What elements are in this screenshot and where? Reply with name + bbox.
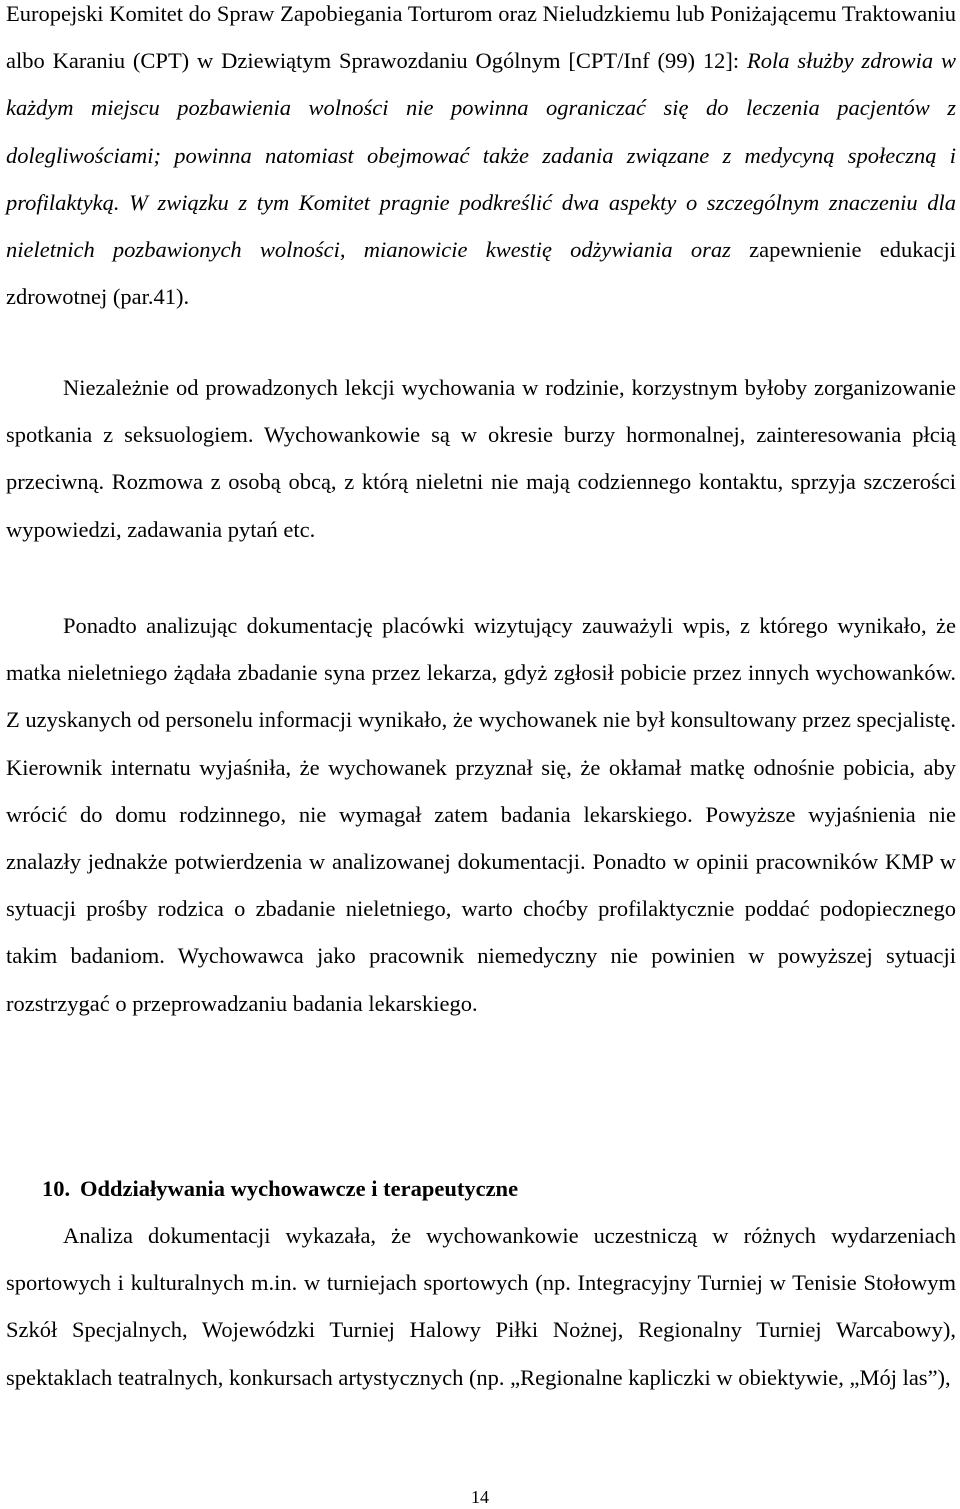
paragraph-quote: Rola służby zdrowia w każdym miejscu pozbawienia wolności nie powinna ograniczać się do leczenia pacjentów z dolegliwościami; powinna natomiast obejmować także zadania związane z medycyną społeczną i profilaktyką. W związku z tym Komitet pragnie podkreślić dwa aspekty o szczególnym znaczeniu dla nieletnich pozbawionych wolności, mianowicie kwestię odżywiania oraz bbox=[6, 48, 956, 263]
paragraph-intro: Europejski Komitet do Spraw Zapobiegania Torturom oraz Nieludzkiemu lub Poniżającemu Traktowaniu albo Karaniu (CPT) w Dziewiątym Sprawozdaniu Ogólnym [CPT/Inf (99) 12]: bbox=[6, 1, 956, 74]
section-title: Oddziaływania wychowawcze i terapeutyczne bbox=[80, 1176, 519, 1201]
section-heading bbox=[42, 1174, 518, 1204]
paragraph-sexologist: Niezależnie od prowadzonych lekcji wychowania w rodzinie, korzystnym byłoby zorganizowanie spotkania z seksuologiem. Wychowankowie są w okresie burzy hormonalnej, zainteresowania płcią przeciwną. Rozmowa z osobą obcą, z którą nieletni nie mają codziennego kontaktu, sprzyja szczerości wypowiedzi, zadawania pytań etc. bbox=[6, 375, 956, 542]
page-number: 14 bbox=[471, 1487, 489, 1507]
paragraph-medical-exam: Ponadto analizując dokumentację placówki wizytujący zauważyli wpis, z którego wynikało, że matka nieletniego żądała zbadanie syna przez lekarza, gdyż zgłosił pobicie przez innych wychowanków. Z uzyskanych od personelu informacji wynikało, że wychowanek nie był konsultowany przez specjalistę. Kierownik internatu wyjaśniła, że wychowanek przyznał się, że okłamał matkę odnośnie pobicia, aby wrócić do domu rodzinnego, nie wymagał zatem badania lekarskiego. Powyższe wyjaśnienia nie znalazły jednakże potwierdzenia w analizowanej dokumentacji. Ponadto w opinii pracowników KMP w sytuacji prośby rodzica o zbadanie nieletniego, warto choćby profilaktycznie poddać podopiecznego takim badaniom. Wychowawca jako pracownik niemedyczny nie powinien w powyższej sytuacji rozstrzygać o przeprowadzaniu badania lekarskiego. bbox=[6, 613, 956, 1016]
section-number: 10. bbox=[42, 1176, 71, 1201]
paragraph-activities: Analiza dokumentacji wykazała, że wychowankowie uczestniczą w różnych wydarzeniach sportowych i kulturalnych m.in. w turniejach sportowych (np. Integracyjny Turniej w Tenisie Stołowym Szkół Specjalnych, Wojewódzki Turniej Halowy Piłki Nożnej, Regionalny Turniej Warcabowy), spektaklach teatralnych, konkursach artystycznych (np. „Regionalne kapliczki w obiektywie, „Mój las”), bbox=[6, 1223, 956, 1390]
paragraph-cpt-quote bbox=[6, 0, 956, 320]
paragraph-tail: zapewnienie edukacji zdrowotnej (par.41). bbox=[6, 237, 956, 310]
